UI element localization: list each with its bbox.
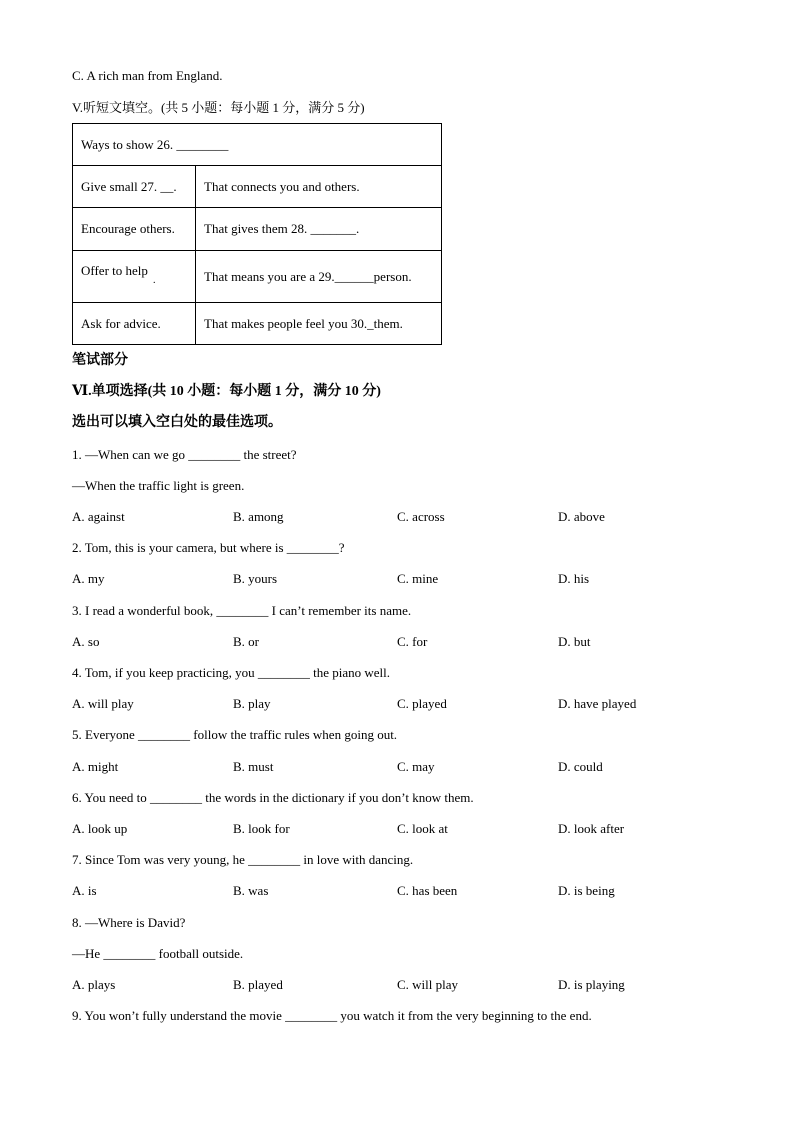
question-4-stem: 4. Tom, if you keep practicing, you ________ the piano well. [72,665,391,680]
q6-option-a: A. look up [72,821,128,836]
q5-option-c: C. may [397,759,435,774]
q5-option-b: B. must [233,759,274,774]
q4-option-c: C. played [397,696,447,711]
q3-option-c: C. for [397,634,428,649]
q5-option-d: D. could [558,759,603,774]
table-cell-left [73,251,196,303]
question-2-stem: 2. Tom, this is your camera, but where is ________? [72,540,345,555]
table-row [73,166,442,208]
question-8-answer: —He ________ football outside. [72,946,244,961]
q6-option-b: B. look for [233,821,290,836]
q4-option-a: A. will play [72,696,134,711]
table-cell-left: Encourage others. [73,208,196,251]
option-c-previous: C. A rich man from England. [72,68,223,83]
q6-option-c: C. look at [397,821,448,836]
table-row [73,208,442,251]
q8-option-b: B. played [233,977,283,992]
question-9-stem: 9. You won’t fully understand the movie ________ you watch it from the very beginning to the end. [72,1008,592,1023]
q1-option-b: B. among [233,509,284,524]
table-row [73,124,442,166]
table-row [73,251,442,303]
table-cell-right: That makes people feel you 30._them. [196,303,442,345]
q6-option-d: D. look after [558,821,625,836]
written-part-heading: 笔试部分 [72,353,128,368]
question-5-stem: 5. Everyone ________ follow the traffic rules when going out. [72,727,398,742]
question-1-stem: 1. —When can we go ________ the street? [72,447,297,462]
section-5-heading: V.听短文填空。(共 5 小题：每小题 1 分，满分 5 分) [72,100,365,115]
q8-option-a: A. plays [72,977,116,992]
q1-option-a: A. against [72,509,125,524]
table-cell-left: Ask for advice. [73,303,196,345]
q2-option-d: D. his [558,571,590,586]
section-6-instruction: 选出可以填入空白处的最佳选项。 [72,415,282,430]
offer-help-text: Offer to help [81,263,148,278]
q8-option-d: D. is playing [558,977,625,992]
q1-option-c: C. across [397,509,445,524]
table-header-cell: Ways to show 26. ________ [73,124,442,166]
table-row [73,303,442,345]
q5-option-a: A. might [72,759,119,774]
q7-option-d: D. is being [558,883,615,898]
q3-option-d: D. but [558,634,591,649]
question-6-stem: 6. You need to ________ the words in the dictionary if you don’t know them. [72,790,474,805]
table-cell-right: That means you are a 29.______person. [196,251,442,303]
listening-fill-table [72,123,442,345]
q8-option-c: C. will play [397,977,459,992]
table-cell-right: That gives them 28. _______. [196,208,442,251]
q1-option-d: D. above [558,509,605,524]
question-8-stem: 8. —Where is David? [72,915,186,930]
q4-option-d: D. have played [558,696,637,711]
q2-option-b: B. yours [233,571,278,586]
q2-option-a: A. my [72,571,105,586]
q3-option-b: B. or [233,634,259,649]
q2-option-c: C. mine [397,571,439,586]
q3-option-a: A. so [72,634,100,649]
table-cell-right: That connects you and others. [196,166,442,208]
q7-option-b: B. was [233,883,269,898]
question-1-answer: —When the traffic light is green. [72,478,245,493]
stray-dot: . [153,275,156,286]
question-3-stem: 3. I read a wonderful book, ________ I can’t remember its name. [72,603,412,618]
q7-option-c: C. has been [397,883,458,898]
q4-option-b: B. play [233,696,271,711]
table-cell-left: Give small 27. __. [73,166,196,208]
section-6-heading: Ⅵ.单项选择(共 10 小题：每小题 1 分，满分 10 分) [72,384,381,399]
question-7-stem: 7. Since Tom was very young, he ________ in love with dancing. [72,852,414,867]
q7-option-a: A. is [72,883,97,898]
